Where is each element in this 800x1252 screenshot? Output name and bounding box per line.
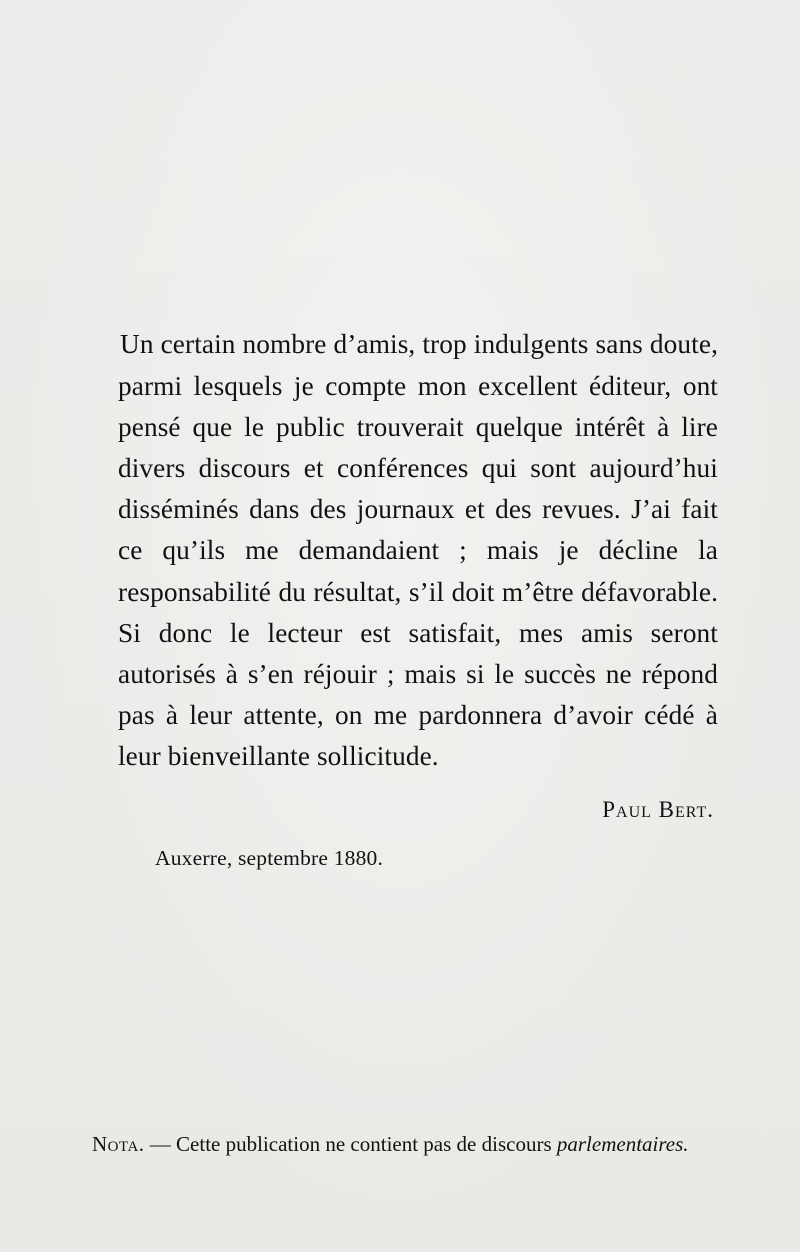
nota-text: — Cette publication ne contient pas de discours: [144, 1132, 557, 1156]
author-signature: [602, 797, 714, 823]
preface-paragraph: Un certain nombre d’amis, trop indulgents sans doute, parmi lesquels je compte mon excellent éditeur, ont pensé que le public trouverait quelque intérêt à lire divers discours et conférences qui sont aujourd’hui disséminés dans des journaux et des revues. J’ai fait ce qu’ils me demandaient ; mais je décline la responsabilité du résultat, s’il doit m’être défavorable. Si donc le lecteur est satisfait, mes amis seront autorisés à s’en réjouir ; mais si le succès ne répond pas à leur attente, on me pardonnera d’avoir cédé à leur bienveillante sollicitude.: [118, 329, 718, 772]
nota-label: Nota.: [92, 1132, 145, 1156]
place-date-line: Auxerre, septembre 1880.: [155, 846, 384, 870]
footnote-nota: [92, 1128, 720, 1160]
author-name: Paul Bert.: [602, 797, 714, 822]
nota-italic-word: parlementaires.: [556, 1132, 689, 1156]
